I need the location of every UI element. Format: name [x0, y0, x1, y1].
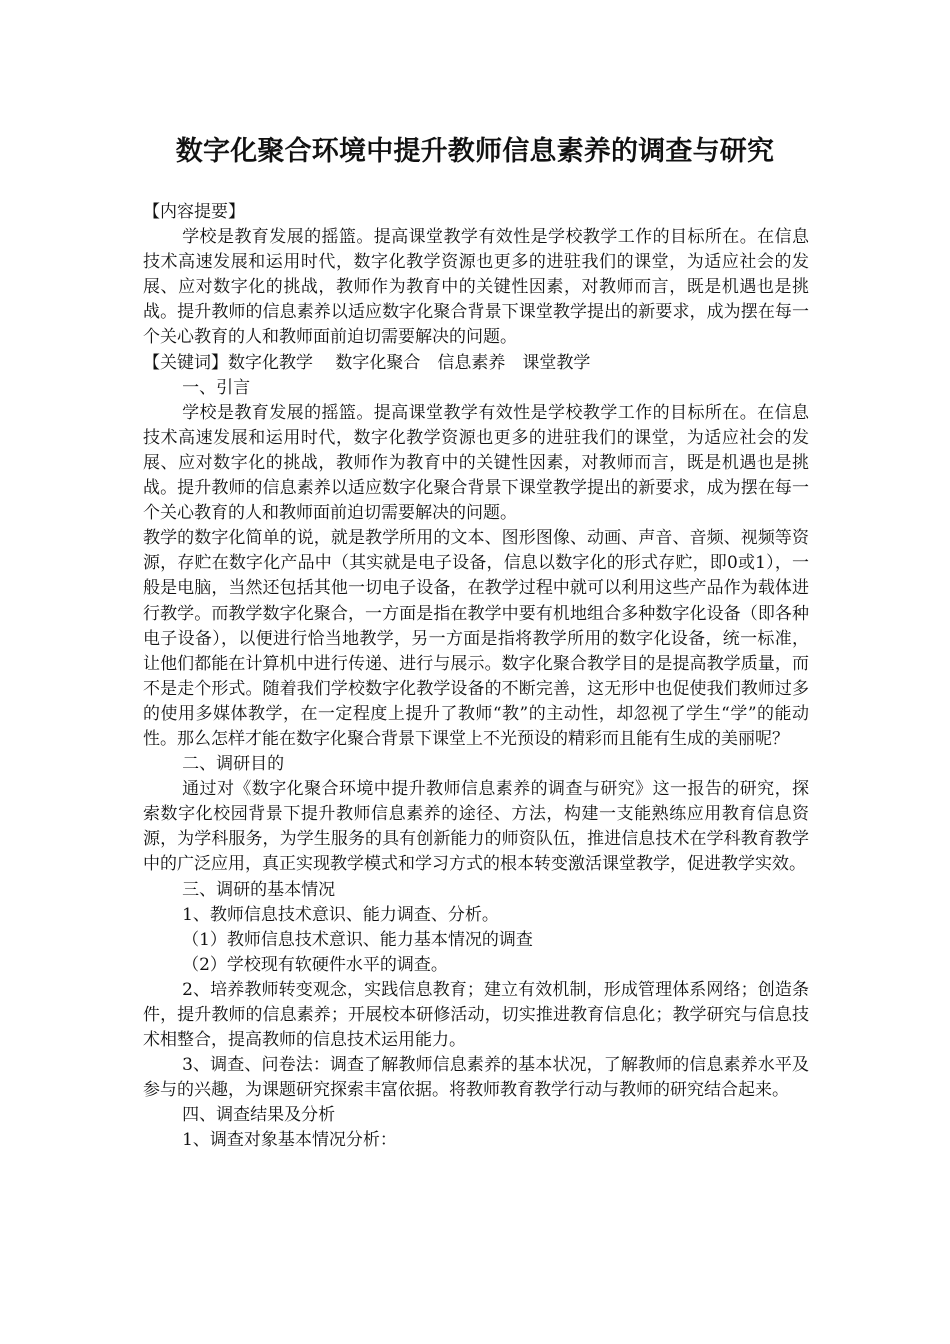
section-heading-results: 四、调查结果及分析 — [182, 1105, 336, 1126]
purpose-paragraph: 通过对《数字化聚合环境中提升教师信息素养的调查与研究》这一报告的研究，探索数字化校园背景下提升教师信息素养的途径、方法，构建一支能熟练应用教育信息资源，为学科服务，为学生服务的具有创新能力的师资队伍，推进信息技术在学科教育教学中的广泛应用，真正实现教学模式和学习方式的根本转变激活课堂教学，促进教学实效。 — [143, 779, 809, 875]
digitization-paragraph: 教学的数字化简单的说，就是教学所用的文本、图形图像、动画、声音、音频、视频等资源，存贮在数字化产品中（其实就是电子设备，信息以数字化的形式存贮，即0或1），一般是电脑，当然还包括其他一切电子设备，在教学过程中就可以利用这些产品作为载体进行教学。而教学数字化聚合，一方面是指在教学中要有机地组合多种数字化设备（即各种电子设备），以便进行恰当地教学，另一方面是指将教学所用的数字化设备，统一标准，让他们都能在计算机中进行传递、进行与展示。数字化聚合教学目的是提高教学质量，而不是走个形式。随着我们学校数字化教学设备的不断完善，这无形中也促使我们教师过多的使用多媒体教学，在一定程度上提升了教师“教”的主动性，却忽视了学生“学”的能动性。那么怎样才能在数字化聚合背景下课堂上不光预设的精彩而且能有生成的美丽呢？ — [143, 528, 809, 749]
sub-item-1: （1）教师信息技术意识、能力基本情况的调查 — [182, 929, 533, 950]
list-item-3: 3、调查、问卷法：调查了解教师信息素养的基本状况，了解教师的信息素养水平及参与的兴趣，为课题研究探索丰富依据。将教师教育教学行动与教师的研究结合起来。 — [143, 1055, 809, 1101]
document-title: 数字化聚合环境中提升教师信息素养的调查与研究 — [175, 136, 775, 167]
document-body — [143, 200, 809, 1154]
abstract-paragraph: 学校是教育发展的摇篮。提高课堂教学有效性是学校教学工作的目标所在。在信息技术高速发展和运用时代，数字化教学资源也更多的进驻我们的课堂，为适应社会的发展、应对数字化的挑战，教师作为教育中的关键性因素，对教师而言，既是机遇也是挑战。提升教师的信息素养以适应数字化聚合背景下课堂教学提出的新要求，成为摆在每一个关心教育的人和教师面前迫切需要解决的问题。 — [143, 227, 809, 348]
list-item-2: 2、培养教师转变观念，实践信息教育；建立有效机制，形成管理体系网络；创造条件，提升教师的信息素养；开展校本研修活动，切实推进教育信息化；教学研究与信息技术相整合，提高教师的信息技术运用能力。 — [143, 979, 809, 1051]
section-heading-purpose: 二、调研目的 — [182, 754, 285, 775]
section-heading-abstract: 【内容提要】 — [143, 202, 245, 222]
results-item-1: 1、调查对象基本情况分析： — [182, 1130, 397, 1151]
section-heading-basic-situation: 三、调研的基本情况 — [182, 879, 336, 900]
introduction-paragraph: 学校是教育发展的摇篮。提高课堂教学有效性是学校教学工作的目标所在。在信息技术高速发展和运用时代，数字化教学资源也更多的进驻我们的课堂，为适应社会的发展、应对数字化的挑战，教师作为教育中的关键性因素，对教师而言，既是机遇也是挑战。提升教师的信息素养以适应数字化聚合背景下课堂教学提出的新要求，成为摆在每一个关心教育的人和教师面前迫切需要解决的问题。 — [143, 402, 809, 524]
keywords-line: 【关键词】数字化教学 数字化聚合 信息素养 课堂教学 — [143, 352, 591, 373]
section-heading-introduction: 一、引言 — [182, 377, 251, 398]
sub-item-2: （2）学校现有软硬件水平的调查。 — [182, 954, 448, 975]
list-item-1: 1、教师信息技术意识、能力调查、分析。 — [182, 904, 499, 925]
